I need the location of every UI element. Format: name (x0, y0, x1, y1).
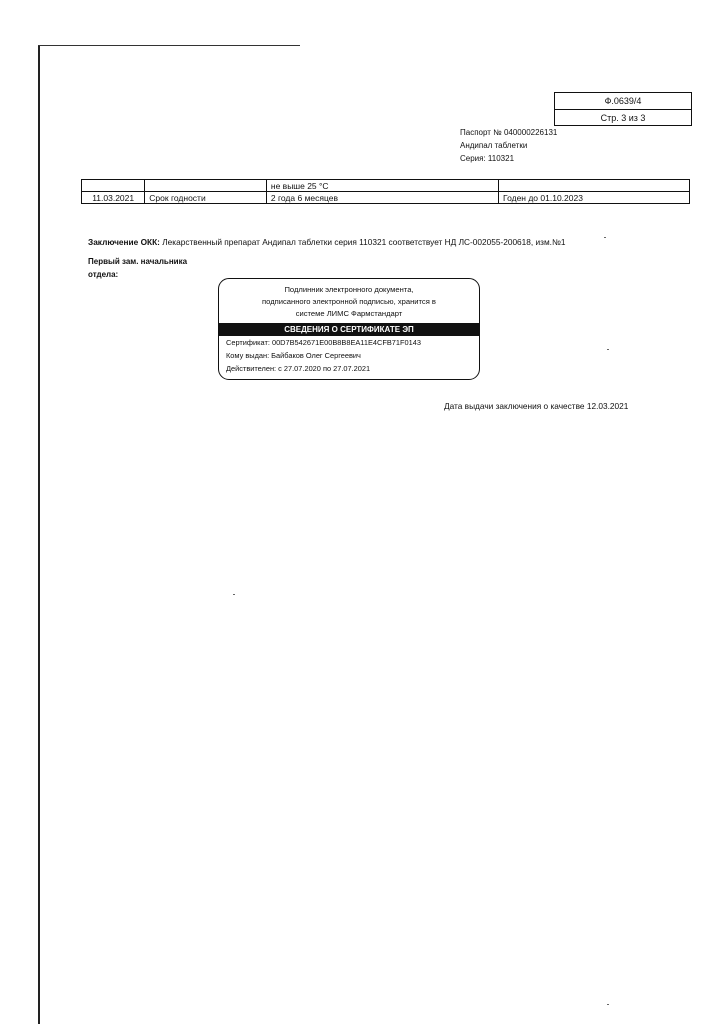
page-number: Стр. 3 из 3 (555, 109, 691, 126)
page-top-edge (38, 45, 300, 46)
qc-conclusion-text: Лекарственный препарат Андипал таблетки серия 110321 соответствует НД ЛС-002055-200618, изм.№1 (159, 237, 566, 247)
qc-conclusion-label: Заключение ОКК: (88, 237, 160, 247)
stamp-validity: Действителен: с 27.07.2020 по 27.07.2021 (226, 364, 371, 373)
stamp-issued-to: Кому выдан: Байбаков Олег Сергеевич (226, 351, 361, 360)
stamp-intro-line: Подлинник электронного документа, (284, 285, 414, 294)
table-row (82, 180, 690, 192)
stamp-header: СВЕДЕНИЯ О СЕРТИФИКАТЕ ЭП (219, 323, 479, 336)
table-cell-date: 11.03.2021 (82, 192, 145, 204)
batch-series: Серия: 110321 (460, 154, 515, 163)
qc-conclusion (88, 237, 565, 247)
results-table (81, 179, 690, 204)
passport-info (460, 126, 557, 165)
scan-speck (604, 237, 606, 238)
stamp-intro-line: подписанного электронной подписью, хранится в (262, 297, 436, 306)
e-signature-stamp (218, 278, 480, 380)
signatory-line-1: Первый зам. начальника (88, 257, 188, 266)
signatory-line-2: отдела: (88, 270, 119, 279)
table-row (82, 192, 690, 204)
table-cell-result: Годен до 01.10.2023 (499, 192, 690, 204)
scan-speck (607, 349, 609, 350)
table-cell-result (499, 180, 690, 192)
table-cell-value: не выше 25 °С (266, 180, 498, 192)
table-cell-date (82, 180, 145, 192)
stamp-intro (219, 279, 479, 320)
scan-speck (607, 1004, 609, 1005)
issue-date: Дата выдачи заключения о качестве 12.03.2021 (444, 401, 629, 411)
table-cell-value: 2 года 6 месяцев (266, 192, 498, 204)
page-left-edge (38, 46, 40, 1024)
table-cell-parameter (145, 180, 267, 192)
table-cell-parameter: Срок годности (145, 192, 267, 204)
form-code: Ф.0639/4 (604, 96, 642, 106)
form-code-box (554, 92, 692, 126)
product-name: Андипал таблетки (460, 141, 528, 150)
stamp-intro-line: системе ЛИМС Фармстандарт (295, 309, 403, 318)
passport-number: Паспорт № 040000226131 (460, 128, 558, 137)
stamp-certificate: Сертификат: 00D7B542671E00B8B8EA11E4CFB71F0143 (226, 338, 421, 347)
signatory-title (88, 255, 187, 281)
scan-speck (233, 594, 235, 595)
